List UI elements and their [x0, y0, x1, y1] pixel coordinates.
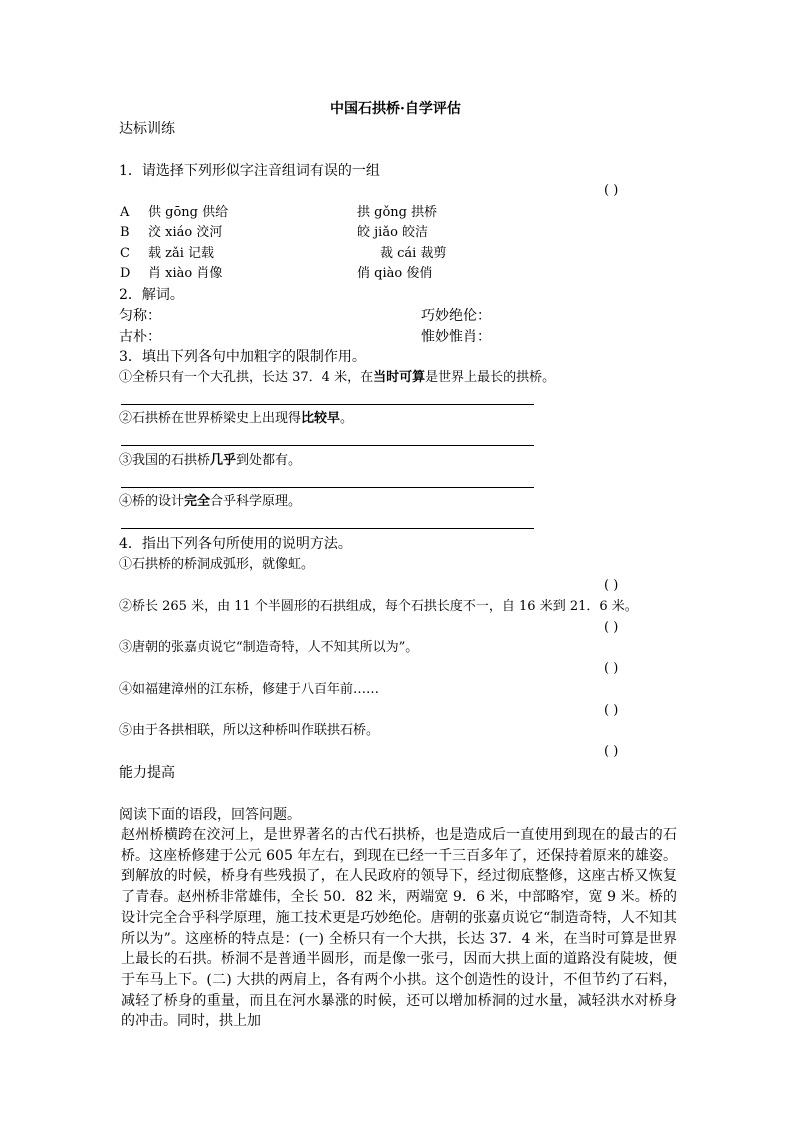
- option-b-right: 皎 jiǎo 皎洁: [357, 225, 429, 240]
- q4-sentence-5: ⑤由于各拱相联，所以这种桥叫作联拱石桥。: [119, 723, 380, 738]
- reading-passage: 赵州桥横跨在洨河上，是世界著名的古代石拱桥，也是造成后一直使用到现在的最古的石桥。这座桥修建于公元 605 年左右，到现在已经一千三百多年了，还保持着原来的雄姿。到解放的时候，桥身有些残损了，在人民政府的领导下，经过彻底整修，这座古桥又恢复了青春。赵州桥非常雄伟，全长 50．82 米，两端宽 9．6 米，中部略窄，宽 9 米。桥的设计完全合乎科学原理，施工技术更是巧妙绝伦。唐朝的张嘉贞说它“制造奇特，人不知其所以为”。这座桥的特点是：(一) 全桥只有一个大拱，长达 37．4 米，在当时可算是世界上最长的石拱。桥洞不是普通半圆形，而是像一张弓，因而大拱上面的道路没有陡坡，便于车马上下。(二) 大拱的两肩上，各有两个小拱。这个创造性的设计，不但节约了石料，减轻了桥身的重量，而且在河水暴涨的时候，还可以增加桥洞的过水量，减轻洪水对桥身的冲击。同时，拱上加: [121, 827, 677, 1030]
- page-title: 中国石拱桥·自学评估: [330, 101, 461, 117]
- q3-sentence-3-bold: 几乎: [210, 453, 237, 468]
- section-heading-practice: 达标训练: [119, 121, 175, 137]
- question-2-stem: 2．解词。: [119, 287, 184, 303]
- answer-line: [121, 445, 534, 446]
- q3-sentence-1-pre: ①全桥只有一个大孔拱，长达 37．4 米，在: [119, 370, 374, 385]
- q3-sentence-1-bold: 当时可算: [373, 370, 426, 385]
- q4-sentence-3: ③唐朝的张嘉贞说它“制造奇特，人不知其所以为”。: [119, 640, 419, 655]
- q4-sentence-4: ④如福建漳州的江东桥，修建于八百年前……: [119, 682, 380, 697]
- q4-sentence-2: ②桥长 265 米，由 11 个半圆形的石拱组成，每个石拱长度不一，自 16 米到 21．6 米。: [119, 599, 638, 614]
- answer-bracket: ( ): [604, 578, 619, 593]
- term-1: 匀称：: [119, 308, 161, 324]
- q3-sentence-4: [119, 492, 301, 512]
- option-d-left: 肖 xiào 肖像: [148, 266, 223, 281]
- q3-sentence-2-post: 。: [340, 411, 354, 426]
- option-a-right: 拱 gǒng 拱桥: [357, 205, 438, 220]
- answer-line: [121, 487, 534, 488]
- q3-sentence-4-bold: 完全: [184, 494, 211, 509]
- q3-sentence-2: [119, 409, 353, 429]
- option-b-left: 洨 xiáo 洨河: [148, 225, 223, 240]
- q3-sentence-3: [119, 451, 301, 471]
- term-2: 巧妙绝伦：: [421, 308, 491, 324]
- q3-sentence-3-pre: ③我国的石拱桥: [119, 453, 211, 468]
- option-letter-a: A: [120, 205, 130, 220]
- q3-sentence-2-pre: ②石拱桥在世界桥梁史上出现得: [119, 411, 302, 426]
- option-d-right: 俏 qiào 俊俏: [357, 266, 433, 281]
- answer-bracket: ( ): [604, 183, 619, 198]
- answer-bracket: ( ): [604, 744, 619, 759]
- option-letter-c: C: [120, 246, 130, 261]
- question-4-stem: 4．指出下列各句所使用的说明方法。: [119, 536, 352, 552]
- answer-bracket: ( ): [604, 661, 619, 676]
- option-a-left: 供 gōng 供给: [148, 205, 229, 220]
- q4-sentence-1: ①石拱桥的桥洞成弧形，就像虹。: [119, 557, 315, 572]
- option-letter-d: D: [120, 266, 131, 281]
- q3-sentence-4-post: 合乎科学原理。: [210, 494, 302, 509]
- q3-sentence-2-bold: 比较早: [301, 411, 341, 426]
- answer-line: [121, 528, 534, 529]
- answer-bracket: ( ): [604, 620, 619, 635]
- term-3: 古朴：: [119, 329, 161, 345]
- question-3-stem: 3．填出下列各句中加粗字的限制作用。: [119, 349, 366, 365]
- answer-line: [121, 404, 534, 405]
- option-letter-b: B: [120, 225, 130, 240]
- q3-sentence-4-pre: ④桥的设计: [119, 494, 185, 509]
- q3-sentence-1: [119, 368, 555, 388]
- section-heading-advanced: 能力提高: [119, 765, 175, 781]
- question-1-stem: 1．请选择下列形似字注音组词有误的一组: [119, 163, 380, 179]
- answer-bracket: ( ): [604, 703, 619, 718]
- option-c-right: 裁 cái 裁剪: [380, 246, 447, 261]
- option-c-left: 载 zǎi 记载: [148, 246, 215, 261]
- reading-intro: 阅读下面的语段，回答问题。: [119, 807, 301, 823]
- term-4: 惟妙惟肖：: [421, 329, 491, 345]
- q3-sentence-1-post: 是世界上最长的拱桥。: [425, 370, 556, 385]
- q3-sentence-3-post: 到处都有。: [236, 453, 302, 468]
